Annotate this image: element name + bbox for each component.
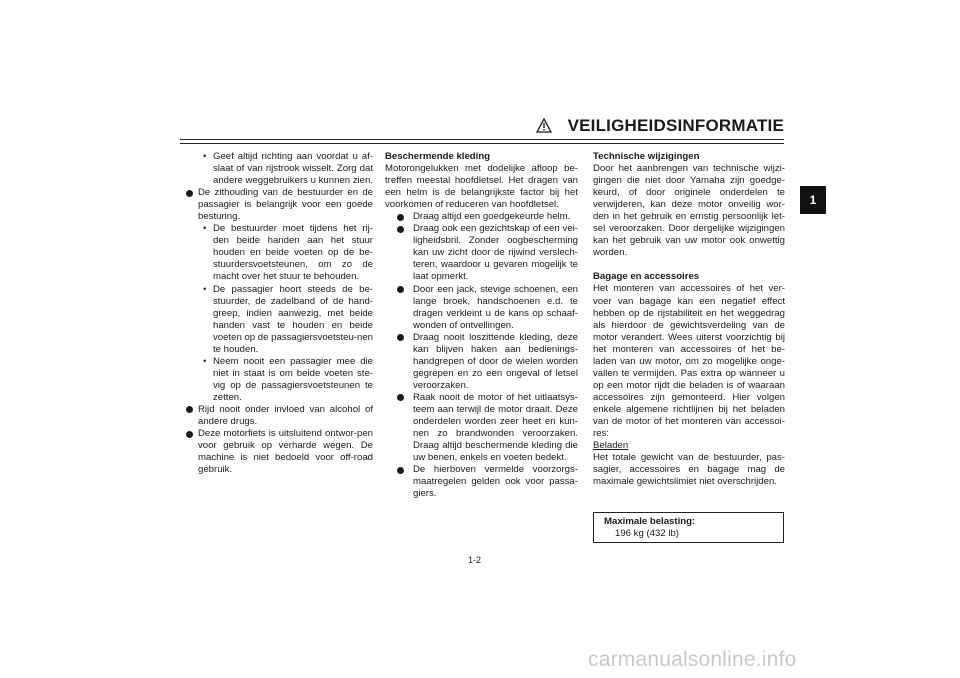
spec-box: [593, 512, 784, 543]
paragraph: Het monteren van accessoires of het ver-voer van bagage kan een negatief effect hebben op de rijstabiliteit en het weggedrag als hierdoor de gewichtsverdeling van de motor verandert. Wees uiterst voorzichtig bij het monteren van accessoires of het be-laden van uw motor, om zo mogelijke onge-vallen te vermijden. Pas extra op wanneer u op een motor rijdt die beladen is of waaraan accessoires zijn gemonteerd. Hier volgen enkele algemene richtlijnen bij het beladen van de motor of het monteren van accessoi-res:: [593, 283, 785, 440]
column-3: [593, 151, 785, 488]
list-item: Draag altijd een goedgekeurde helm.: [385, 211, 578, 223]
chapter-tab: 1: [800, 186, 826, 214]
spec-value: 196 kg (432 lb): [615, 528, 679, 539]
list-item: Draag ook een gezichtskap of een vei-ligheidsbril. Zonder oogbescherming kan uw zicht door de rijwind verslech-teren, waardoor u gevaren mogelijk te laat opmerkt.: [385, 223, 578, 283]
paragraph: Motorongelukken met dodelijke afloop be-treffen meestal hoofdletsel. Het dragen van een helm is de belangrijkste factor bij het voorkomen of reduceren van hoofdletsel.: [385, 163, 578, 211]
list-item: Raak nooit de motor of het uitlaatsys-teem aan terwijl de motor draait. Deze onderdelen worden zeer heet en kun-nen zo brandwonden veroorzaken. Draag altijd beschermende kleding die uw benen, enkels en voeten bedekt.: [385, 392, 578, 464]
list-item: De zithouding van de bestuurder en de passagier is belangrijk voor een goede besturing.: [186, 187, 373, 223]
list-item: Rijd nooit onder invloed van alcohol of andere drugs.: [186, 404, 373, 428]
paragraph: Het totale gewicht van de bestuurder, pas-sagier, accessoires en bagage mag de maximale gewichtslimiet niet overschrijden.: [593, 452, 785, 488]
list-item: Draag nooit loszittende kleding, deze kan blijven haken aan bedienings-handgrepen of door de wielen worden gegrepen en zo een ongeval of letsel veroorzaken.: [385, 332, 578, 392]
list-item: Door een jack, stevige schoenen, een lange broek, handschoenen e.d. te dragen verkleint u de kans op schaaf-wonden of ontvellingen.: [385, 284, 578, 332]
list-item: Deze motorfiets is uitsluitend ontwor-pen voor gebruik op verharde wegen. De machine is niet bedoeld voor off-road gebruik.: [186, 428, 373, 476]
page-number: 1-2: [468, 555, 482, 565]
section-heading: Bagage en accessoires: [593, 271, 700, 283]
section-heading: Technische wijzigingen: [593, 151, 700, 162]
header-rule-thin: [180, 143, 784, 144]
watermark: carmanualsonline.info: [588, 648, 797, 671]
list-item: • Geef altijd richting aan voordat u af-slaat of van rijstrook wisselt. Zorg dat andere weggebruikers u kunnen zien.: [186, 151, 373, 187]
paragraph: Door het aanbrengen van technische wijzi-gingen die niet door Yamaha zijn goedge-keurd, of door originele onderdelen te verwijderen, kan deze motor onveilig wor-den in het gebruik en ernstig persoonlijk let-sel veroorzaken. Door dergelijke wijzigingen kan het gebruik van uw motor ook onwettig worden.: [593, 163, 785, 259]
list-item: • De bestuurder moet tijdens het rij-den beide handen aan het stuur houden en beide voeten op de be-stuurdersvoetsteunen, om zo de macht over het stuur te behouden.: [186, 223, 373, 283]
warning-triangle-icon: [536, 118, 552, 133]
list-item: • De passagier hoort steeds de be-stuurder, de zadelband of de hand-greep, indien aanwezig, met beide handen vast te houden en beide voeten op de passagiersvoetsteu-nen te houden.: [186, 284, 373, 356]
page-header: [532, 116, 784, 138]
subheading: Beladen: [593, 440, 629, 452]
header-rule: [180, 139, 784, 140]
section-heading: Beschermende kleding: [385, 151, 491, 162]
spec-label: Maximale belasting:: [604, 516, 696, 527]
page-title: VEILIGHEIDSINFORMATIE: [567, 116, 784, 135]
column-1: [186, 151, 373, 476]
list-item: De hierboven vermelde voorzorgs-maatregelen gelden ook voor passa-giers.: [385, 464, 578, 500]
list-item: • Neem nooit een passagier mee die niet in staat is om beide voeten ste-vig op de passagiersvoetsteunen te zetten.: [186, 356, 373, 404]
column-2: [385, 151, 578, 500]
